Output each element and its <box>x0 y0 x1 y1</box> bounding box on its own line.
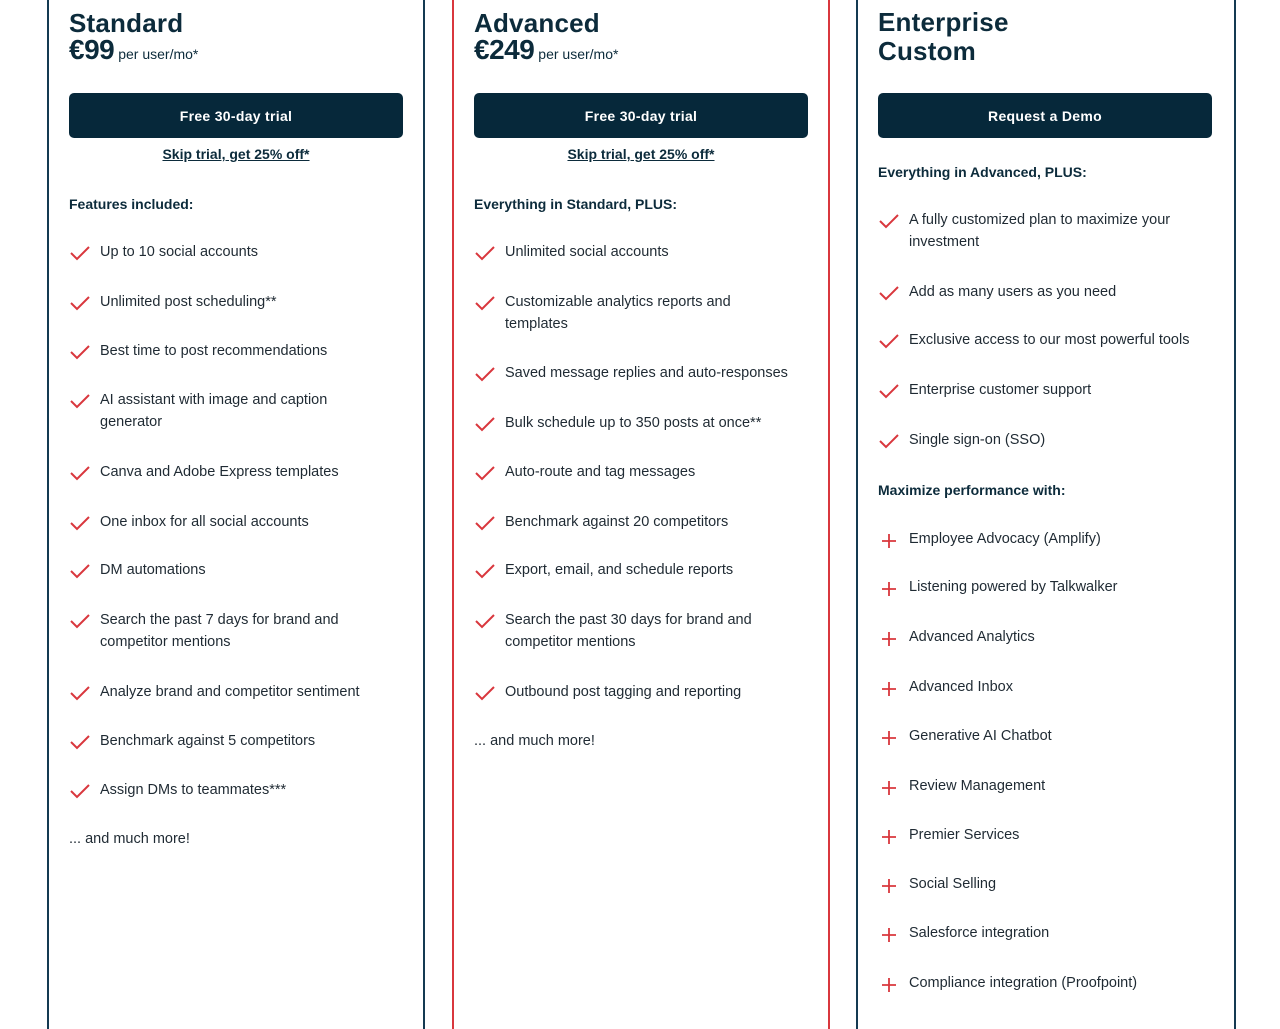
feature-label: Add as many users as you need <box>909 284 1117 300</box>
standard-plan-card <box>47 0 425 1029</box>
feature-label: Exclusive access to our most powerful tools <box>909 332 1190 348</box>
check-icon <box>69 343 91 361</box>
check-icon <box>474 562 496 580</box>
feature-item <box>474 461 814 483</box>
addon-item <box>878 528 1218 550</box>
feature-item <box>878 429 1218 451</box>
plus-icon <box>878 679 900 697</box>
plus-icon <box>878 579 900 597</box>
check-icon <box>878 332 900 350</box>
feature-label: Auto-route and tag messages <box>505 464 696 480</box>
addon-item <box>878 824 1218 846</box>
feature-item <box>69 340 409 362</box>
feature-item <box>878 329 1228 351</box>
plan-name: Advanced <box>474 8 600 38</box>
feature-label: A fully customized plan to maximize your investment <box>909 212 1171 250</box>
feature-item <box>474 241 814 263</box>
feature-label: Customizable analytics reports and templates <box>505 294 731 332</box>
feature-label: Export, email, and schedule reports <box>505 562 734 578</box>
skip-trial-link[interactable]: Skip trial, get 25% off* <box>567 146 715 162</box>
feature-item <box>69 241 409 263</box>
addon-label: Premier Services <box>909 827 1020 843</box>
feature-item <box>474 511 814 533</box>
check-icon <box>474 514 496 532</box>
addon-item <box>878 775 1218 797</box>
plus-icon <box>878 975 900 993</box>
check-icon <box>878 432 900 450</box>
feature-label: AI assistant with image and caption generator <box>100 392 328 430</box>
more-text: ... and much more! <box>474 733 595 749</box>
feature-item <box>69 291 409 313</box>
feature-item <box>69 609 369 653</box>
plan-price: Custom <box>878 36 976 66</box>
plus-icon <box>878 778 900 796</box>
addon-label: Generative AI Chatbot <box>909 728 1052 744</box>
plus-icon <box>878 827 900 845</box>
plus-icon <box>878 728 900 746</box>
free-trial-button[interactable]: Free 30-day trial <box>474 93 808 138</box>
price-row <box>69 34 198 66</box>
check-icon <box>69 684 91 702</box>
check-icon <box>474 365 496 383</box>
plus-icon <box>878 531 900 549</box>
check-icon <box>474 684 496 702</box>
feature-label: Enterprise customer support <box>909 382 1092 398</box>
feature-label: Bulk schedule up to 350 posts at once** <box>505 415 762 431</box>
feature-label: Single sign-on (SSO) <box>909 432 1046 448</box>
feature-label: One inbox for all social accounts <box>100 514 309 530</box>
feature-item <box>69 389 369 433</box>
feature-item <box>69 681 409 703</box>
enterprise-plan-card <box>856 0 1236 1029</box>
check-icon <box>69 294 91 312</box>
advanced-plan-card <box>452 0 830 1029</box>
feature-label: Unlimited post scheduling** <box>100 294 277 310</box>
check-icon <box>878 212 900 230</box>
addon-label: Salesforce integration <box>909 925 1050 941</box>
feature-item <box>878 281 1218 303</box>
feature-item <box>474 609 784 653</box>
plus-icon <box>878 876 900 894</box>
addon-item <box>878 922 1218 944</box>
feature-label: Unlimited social accounts <box>505 244 669 260</box>
section-title: Features included: <box>69 196 194 212</box>
addons-title: Maximize performance with: <box>878 482 1066 498</box>
feature-item <box>474 291 774 335</box>
addon-label: Advanced Analytics <box>909 629 1035 645</box>
feature-label: Benchmark against 20 competitors <box>505 514 729 530</box>
feature-item <box>474 362 819 384</box>
check-icon <box>69 612 91 630</box>
check-icon <box>69 514 91 532</box>
check-icon <box>474 294 496 312</box>
check-icon <box>474 612 496 630</box>
feature-label: Search the past 30 days for brand and competitor mentions <box>505 612 752 650</box>
check-icon <box>474 464 496 482</box>
free-trial-button[interactable]: Free 30-day trial <box>69 93 403 138</box>
addon-label: Employee Advocacy (Amplify) <box>909 531 1101 547</box>
addon-item <box>878 676 1218 698</box>
addon-item <box>878 725 1218 747</box>
feature-item <box>474 559 814 581</box>
feature-item <box>69 559 409 581</box>
feature-item <box>878 379 1218 401</box>
plan-price: €99 <box>69 34 115 65</box>
addon-label: Listening powered by Talkwalker <box>909 579 1118 595</box>
feature-label: Assign DMs to teammates*** <box>100 782 287 798</box>
section-title: Everything in Advanced, PLUS: <box>878 164 1087 180</box>
more-text: ... and much more! <box>69 831 190 847</box>
addon-label: Advanced Inbox <box>909 679 1013 695</box>
check-icon <box>474 244 496 262</box>
price-row <box>474 34 618 66</box>
request-demo-button[interactable]: Request a Demo <box>878 93 1212 138</box>
plan-name: Enterprise <box>878 7 1009 37</box>
check-icon <box>878 382 900 400</box>
check-icon <box>69 392 91 410</box>
addon-item <box>878 576 1218 598</box>
feature-label: Saved message replies and auto-responses <box>505 365 788 381</box>
feature-label: Search the past 7 days for brand and competitor mentions <box>100 612 339 650</box>
feature-item <box>474 681 814 703</box>
addon-label: Review Management <box>909 778 1046 794</box>
check-icon <box>69 244 91 262</box>
check-icon <box>69 733 91 751</box>
addon-label: Compliance integration (Proofpoint) <box>909 975 1138 991</box>
check-icon <box>69 562 91 580</box>
addon-label: Social Selling <box>909 876 997 892</box>
plus-icon <box>878 925 900 943</box>
feature-label: Benchmark against 5 competitors <box>100 733 316 749</box>
feature-item <box>69 511 409 533</box>
addon-item <box>878 626 1218 648</box>
feature-label: Analyze brand and competitor sentiment <box>100 684 360 700</box>
price-unit: per user/mo* <box>538 46 619 62</box>
feature-item <box>878 209 1208 253</box>
check-icon <box>69 464 91 482</box>
check-icon <box>69 782 91 800</box>
plan-name: Standard <box>69 8 184 38</box>
skip-trial-link[interactable]: Skip trial, get 25% off* <box>162 146 310 162</box>
price-unit: per user/mo* <box>118 46 199 62</box>
feature-label: Best time to post recommendations <box>100 343 328 359</box>
feature-label: Up to 10 social accounts <box>100 244 258 260</box>
feature-item <box>474 412 814 434</box>
plus-icon <box>878 629 900 647</box>
check-icon <box>878 284 900 302</box>
check-icon <box>474 415 496 433</box>
feature-item <box>69 779 409 801</box>
feature-label: DM automations <box>100 562 206 578</box>
plan-price: €249 <box>474 34 535 65</box>
addon-item <box>878 873 1218 895</box>
feature-item <box>69 461 409 483</box>
feature-label: Canva and Adobe Express templates <box>100 464 339 480</box>
feature-label: Outbound post tagging and reporting <box>505 684 742 700</box>
section-title: Everything in Standard, PLUS: <box>474 196 678 212</box>
feature-item <box>69 730 409 752</box>
addon-item <box>878 972 1218 994</box>
